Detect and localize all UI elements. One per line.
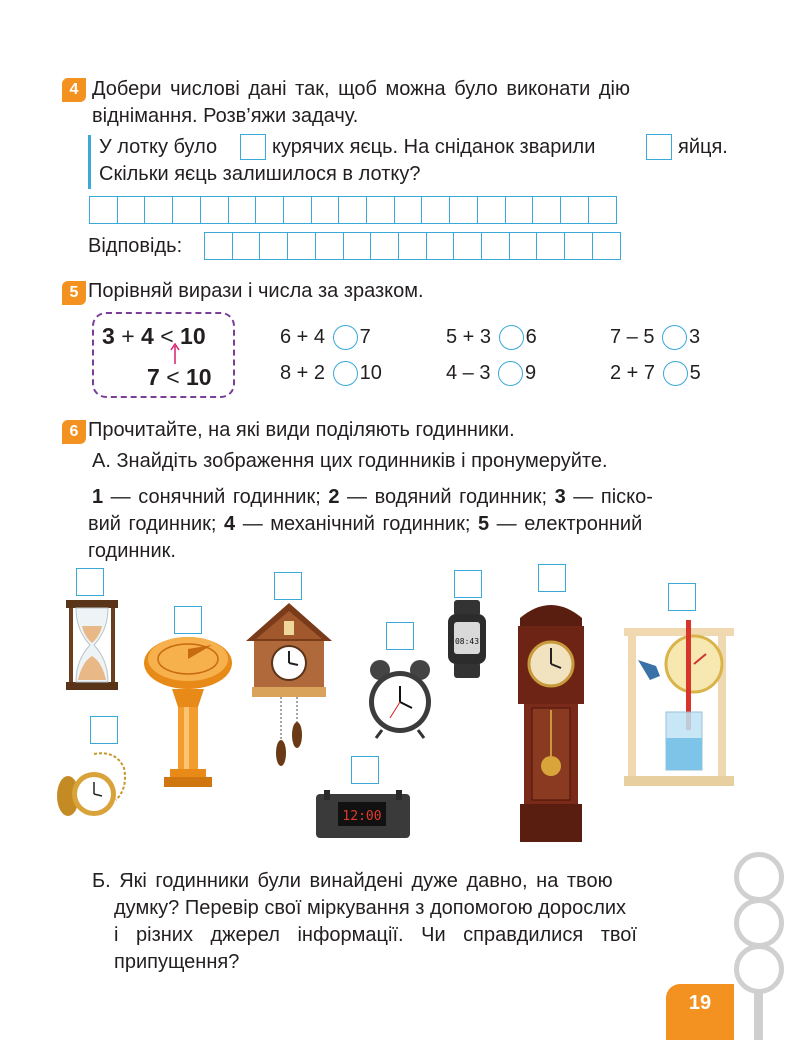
alarm-clock-icon xyxy=(366,656,434,740)
margin-ring xyxy=(734,944,784,994)
compare-circle[interactable] xyxy=(333,325,358,350)
hourglass-icon xyxy=(64,600,120,690)
water-clock-icon xyxy=(620,620,738,786)
clock-types-line1: 1 — сонячний годинник; 2 — водяний годинник; 3 — піско- xyxy=(92,486,653,508)
margin-ring xyxy=(734,898,784,948)
clock-types-line2: вий годинник; 4 — механічний годинник; 5 — електронний xyxy=(88,513,643,535)
sample-result: 7 < 10 xyxy=(147,364,212,390)
compare-item: 8 + 2 10 xyxy=(280,361,382,386)
task-4-line2: віднімання. Розв’яжи задачу. xyxy=(92,105,359,127)
problem-text-a: У лотку було xyxy=(99,136,218,158)
sample-expression: 3 + 4 < 10 xyxy=(102,323,206,349)
compare-circle[interactable] xyxy=(498,361,523,386)
compare-item: 7 – 5 3 xyxy=(610,325,700,350)
eggs-boiled-box[interactable] xyxy=(646,134,672,160)
page-number: 19 xyxy=(688,992,712,1014)
clock-types-line3: годинник. xyxy=(88,540,176,562)
watch-display: 08:43 xyxy=(454,637,480,646)
grandfather-clock-icon xyxy=(516,598,586,842)
water-clock-number-box[interactable] xyxy=(668,583,696,611)
task-4-line1: Добери числові дані так, щоб можна було виконати дію xyxy=(92,78,630,100)
compare-item: 4 – 3 9 xyxy=(446,361,536,386)
task-6-title: Прочитайте, на які види поділяють годинники. xyxy=(88,419,515,441)
digital-alarm-number-box[interactable] xyxy=(351,756,379,784)
compare-circle[interactable] xyxy=(333,361,358,386)
alarm-display: 12:00 xyxy=(342,809,382,824)
grandfather-number-box[interactable] xyxy=(538,564,566,592)
pocket-watch-icon xyxy=(54,748,134,820)
problem-text-c: яйця. xyxy=(678,136,728,158)
pocket-watch-number-box[interactable] xyxy=(90,716,118,744)
wrist-watch-icon xyxy=(446,600,488,678)
part-b-line4: припущення? xyxy=(114,951,240,973)
compare-item: 5 + 3 6 xyxy=(446,325,537,350)
hourglass-number-box[interactable] xyxy=(76,568,104,596)
problem-bar xyxy=(88,135,91,189)
digital-alarm-clock-icon xyxy=(316,790,410,842)
margin-ring xyxy=(734,852,784,902)
compare-circle[interactable] xyxy=(662,325,687,350)
task-5-title: Порівняй вирази і числа за зразком. xyxy=(88,280,424,302)
task-6-part-a: А. Знайдіть зображення цих годинників і пронумеруйте. xyxy=(92,450,608,472)
compare-item: 2 + 7 5 xyxy=(610,361,701,386)
sample-arrow xyxy=(168,342,182,366)
compare-circle[interactable] xyxy=(499,325,524,350)
eggs-total-box[interactable] xyxy=(240,134,266,160)
alarm-number-box[interactable] xyxy=(386,622,414,650)
problem-question: Скільки яєць залишилося в лотку? xyxy=(99,163,421,185)
compare-item: 6 + 4 7 xyxy=(280,325,371,350)
sundial-icon xyxy=(142,635,234,787)
task-5-badge: 5 xyxy=(62,281,86,305)
part-b-line3: і різних джерел інформації. Чи справдилися твої xyxy=(114,924,637,946)
answer-label: Відповідь: xyxy=(88,235,183,257)
task-6-badge: 6 xyxy=(62,420,86,444)
watch-number-box[interactable] xyxy=(454,570,482,598)
cuckoo-clock-icon xyxy=(246,603,332,769)
problem-text-b: курячих яєць. На сніданок зварили xyxy=(272,136,596,158)
sundial-number-box[interactable] xyxy=(174,606,202,634)
solution-grid[interactable] xyxy=(89,196,615,224)
answer-grid[interactable] xyxy=(204,232,620,260)
compare-circle[interactable] xyxy=(663,361,688,386)
part-b-line2: думку? Перевір свої міркування з допомогою дорослих xyxy=(114,897,627,919)
cuckoo-number-box[interactable] xyxy=(274,572,302,600)
part-b-line1: Б. Які годинники були винайдені дуже давно, на твою xyxy=(92,870,613,892)
task-4-badge: 4 xyxy=(62,78,86,102)
